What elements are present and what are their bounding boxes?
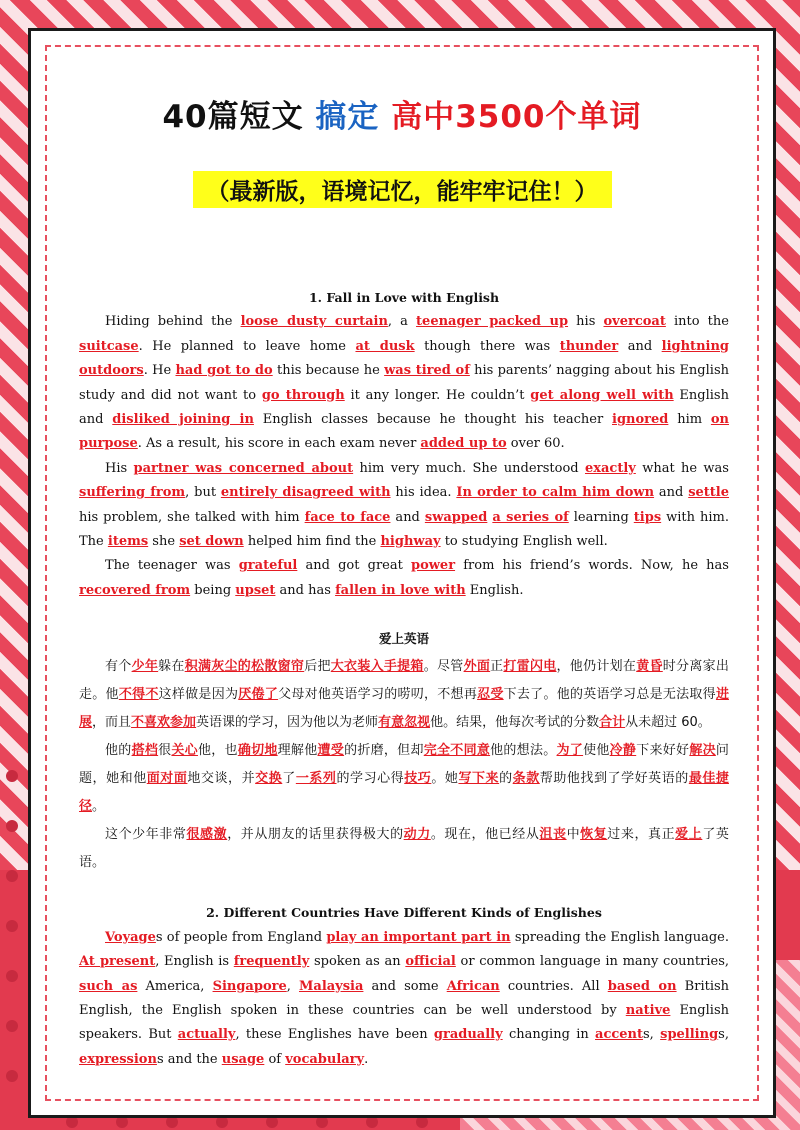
section-heading-zh: 爱上英语 (378, 631, 429, 647)
text-run: . As a result, his score in each exam never (137, 436, 421, 452)
keyword: swapped (424, 509, 488, 525)
keyword: 少年 (131, 659, 159, 675)
keyword: 厌倦了 (238, 687, 279, 703)
text-run: 这样做是因为 (158, 687, 239, 703)
keyword: entirely disagreed with (220, 485, 391, 501)
text-run: , but (185, 485, 221, 501)
keyword: fallen in love with (335, 582, 466, 598)
keyword: highway (380, 534, 441, 550)
text-run: . He (143, 363, 176, 379)
text-run: and has (275, 582, 336, 598)
keyword: 确切地 (237, 743, 278, 759)
text-run: 问题，她和他 (79, 743, 729, 787)
keyword: overcoat (603, 314, 666, 330)
keyword: 为了 (556, 743, 584, 759)
text-run: it any longer. He couldn’t (344, 387, 531, 403)
text-run: or common language in many countries, (455, 954, 729, 970)
text-run: ，并从朋友的话里获得极大的 (227, 827, 404, 843)
keyword: official (405, 954, 456, 970)
keyword: actually (177, 1027, 236, 1043)
text-run: his problem, she talked with him (79, 509, 305, 525)
keyword: 冷静 (609, 743, 637, 759)
keyword: power (410, 558, 456, 574)
keyword: gradually (433, 1027, 503, 1043)
text-run: 他。结果，他每次考试的分数 (430, 715, 600, 731)
text-run: and (390, 509, 425, 525)
title-part-1: 40篇短文 (162, 99, 316, 135)
text-run: 下来好好 (636, 743, 690, 759)
keyword: grateful (238, 558, 298, 574)
keyword: 完全不同意 (423, 743, 491, 759)
keyword: loose dusty curtain (240, 314, 388, 330)
text-run: though there was (414, 338, 560, 354)
text-run: English speakers. But (79, 1002, 729, 1043)
text-run: from his friend’s words. Now, he has (455, 558, 729, 574)
text-run: him very much. She understood (353, 460, 585, 476)
keyword: partner was concerned about (133, 460, 354, 476)
text-run: English. (465, 582, 524, 598)
keyword: 最佳捷径 (79, 771, 729, 815)
text-run: to studying English well. (440, 534, 608, 550)
keyword: 黄昏 (636, 659, 663, 675)
paragraph (79, 457, 729, 555)
text-run: , these Englishes have been (235, 1027, 434, 1043)
keyword: items (107, 534, 149, 550)
text-run: ，而且 (92, 715, 132, 731)
text-run: countries. All (499, 978, 608, 994)
text-run: and some (363, 978, 447, 994)
keyword: face to face (304, 509, 391, 525)
decorative-dot (6, 920, 18, 932)
text-run: 时分离家出走。他 (79, 659, 729, 703)
text-run: 过来，真正 (607, 827, 676, 843)
text-run: 使他 (583, 743, 610, 759)
keyword: suitcase (79, 338, 139, 354)
keyword: on purpose (79, 412, 730, 452)
keyword: 不喜欢参加 (131, 715, 197, 731)
text-run: , English is (155, 954, 234, 970)
text-run: 的 (499, 771, 513, 787)
keyword: 动力 (403, 827, 431, 843)
text-run: 了 (282, 771, 296, 787)
keyword: 关心 (171, 743, 198, 759)
text-run: over 60. (506, 436, 565, 452)
text-run: 这个少年非常 (105, 827, 187, 843)
keyword: 面对面 (146, 771, 188, 787)
text-run: 的学习心得 (336, 771, 405, 787)
paragraph-zh (79, 653, 729, 737)
keyword: 解决 (689, 743, 716, 759)
text-run: and (618, 338, 662, 354)
text-run: spreading the English language. (510, 929, 730, 945)
keyword: exactly (584, 460, 636, 476)
keyword: get along well with (530, 387, 674, 403)
text-run: what he was (635, 460, 729, 476)
text-run: 了英语。 (79, 827, 729, 871)
text-run: 。 (92, 799, 106, 815)
text-run: of (264, 1051, 286, 1067)
text-run: his (568, 314, 604, 330)
text-run: His (105, 460, 134, 476)
text-run: 他的 (105, 743, 132, 759)
text-run: and (654, 485, 689, 501)
subtitle-banner: （最新版，语境记忆，能牢牢记住！） (193, 171, 612, 208)
keyword: vocabulary (285, 1051, 365, 1067)
text-run: and got great (297, 558, 411, 574)
keyword: tips (633, 509, 662, 525)
keyword: expression (79, 1051, 157, 1067)
keyword: 很感激 (186, 827, 228, 843)
keyword: disliked joining in (112, 412, 254, 428)
keyword: such as (79, 978, 138, 994)
text-run: changing in (502, 1027, 596, 1043)
keyword: had got to do (175, 363, 273, 379)
keyword: frequently (233, 954, 310, 970)
keyword: 进展 (79, 687, 729, 731)
paragraph (79, 926, 729, 1072)
text-run: English classes because he thought his teacher (253, 412, 612, 428)
keyword: 合计 (599, 715, 626, 731)
text-run: this because he (272, 363, 385, 379)
text-run: being (190, 582, 236, 598)
text-run: 的折磨，但却 (344, 743, 424, 759)
text-run: she (148, 534, 180, 550)
section-heading: 1. Fall in Love with English (308, 290, 500, 305)
keyword: recovered from (79, 582, 191, 598)
text-run: 后把 (304, 659, 331, 675)
keyword: 忍受 (477, 687, 504, 703)
section-heading: 2. Different Countries Have Different Kinds of Englishes (206, 905, 602, 921)
keyword: usage (221, 1051, 265, 1067)
decorative-dot (6, 970, 18, 982)
text-run: 。尽管 (423, 659, 464, 675)
keyword: teenager packed up (416, 314, 569, 330)
paragraph-zh (79, 737, 729, 821)
keyword: Voyage (105, 929, 156, 945)
keyword: 遭受 (317, 743, 345, 759)
text-run: Hiding behind the (105, 314, 241, 330)
keyword: accent (595, 1027, 644, 1043)
keyword: 沮丧 (539, 827, 567, 843)
text-run: spoken as an (309, 954, 406, 970)
text-run: English and (79, 387, 729, 428)
keyword: settle (688, 485, 730, 501)
text-run: his idea. (390, 485, 457, 501)
title-part-3: 高中3500个单词 (391, 99, 642, 135)
keyword: 不得不 (118, 687, 159, 703)
text-run: . (364, 1051, 369, 1067)
text-run: 他，也 (197, 743, 238, 759)
keyword: 一系列 (295, 771, 337, 787)
text-run: helped him find the (243, 534, 381, 550)
keyword: 恢复 (580, 827, 608, 843)
text-run: ，他仍计划在 (556, 659, 637, 675)
keyword: go through (261, 387, 345, 403)
text-run: 英语课的学习，因为他以为老师 (196, 715, 379, 731)
text-run: 正 (490, 659, 504, 675)
text-run: s of people from England (155, 929, 327, 945)
text-run: 。现在，他已经从 (430, 827, 540, 843)
text-run: his parents’ nagging about his English study and did not want to (79, 363, 729, 403)
text-run: into the (665, 314, 729, 330)
keyword: 交换 (255, 771, 283, 787)
text-run: 从未超过 60。 (625, 715, 711, 731)
text-run: . He planned to leave home (138, 338, 356, 354)
text-run: British English, the English spoken in these countries can be well understood by (79, 978, 730, 1018)
text-run: 理解他 (277, 743, 318, 759)
keyword: 外面 (463, 659, 491, 675)
text-run: 帮助他找到了学好英语的 (539, 771, 689, 787)
article-content (79, 286, 729, 1072)
keyword: at dusk (355, 338, 415, 354)
text-run: 地交谈，并 (187, 771, 256, 787)
keyword: was tired of (384, 363, 470, 379)
page-title (31, 91, 773, 136)
keyword: 积满灰尘的松散窗帘 (184, 659, 305, 675)
keyword: 写下来 (458, 771, 500, 787)
keyword: In order to calm him down (456, 485, 655, 501)
keyword: set down (179, 534, 244, 550)
text-run: 下去了。他的英语学习总是无法取得 (503, 687, 716, 703)
decorative-dot (6, 1020, 18, 1032)
text-run: 他的想法。 (490, 743, 557, 759)
keyword: African (446, 978, 500, 994)
keyword: ignored (612, 412, 669, 428)
keyword: Malaysia (299, 978, 364, 994)
text-run: s, (643, 1027, 661, 1043)
keyword: 爱上 (675, 827, 703, 843)
paragraph (79, 310, 729, 456)
keyword: a series of (492, 509, 569, 525)
keyword: suffering from (79, 485, 186, 501)
decorative-dot (6, 870, 18, 882)
keyword: native (625, 1002, 671, 1018)
keyword: At present (79, 954, 156, 970)
text-run: 躲在 (158, 659, 185, 675)
text-run: s and the (156, 1051, 222, 1067)
text-run: 很 (158, 743, 172, 759)
keyword: 大衣装入手提箱 (330, 659, 424, 675)
text-run: The teenager was (105, 558, 239, 574)
decorative-dot (6, 770, 18, 782)
keyword: 技巧 (404, 771, 432, 787)
keyword: play an important part in (326, 929, 511, 945)
decorative-dot (6, 820, 18, 832)
text-run: 有个 (105, 659, 132, 675)
text-run: 。她 (431, 771, 459, 787)
document-card (28, 28, 776, 1118)
text-run: s, (718, 1027, 729, 1043)
text-run: him (668, 412, 711, 428)
text-run: 中 (566, 827, 581, 843)
text-run: , a (387, 314, 417, 330)
keyword: spelling (660, 1027, 719, 1043)
keyword: added up to (420, 436, 507, 452)
keyword: 打雷闪电 (503, 659, 557, 675)
keyword: 条款 (512, 771, 540, 787)
paragraph (79, 554, 729, 603)
keyword: 搭档 (131, 743, 159, 759)
keyword: based on (607, 978, 677, 994)
keyword: lightning outdoors (79, 338, 729, 379)
text-run: with him. The (79, 509, 729, 550)
paragraph-zh (79, 821, 729, 877)
text-run: America, (137, 978, 213, 994)
text-run: , (286, 978, 299, 994)
keyword: Singapore (212, 978, 287, 994)
text-run: learning (568, 509, 634, 525)
title-part-2: 搞定 (315, 99, 392, 135)
keyword: 有意忽视 (378, 715, 431, 731)
text-run: 父母对他英语学习的唠叨，不想再 (278, 687, 478, 703)
keyword: upset (235, 582, 276, 598)
decorative-dot (6, 1070, 18, 1082)
keyword: thunder (559, 338, 619, 354)
